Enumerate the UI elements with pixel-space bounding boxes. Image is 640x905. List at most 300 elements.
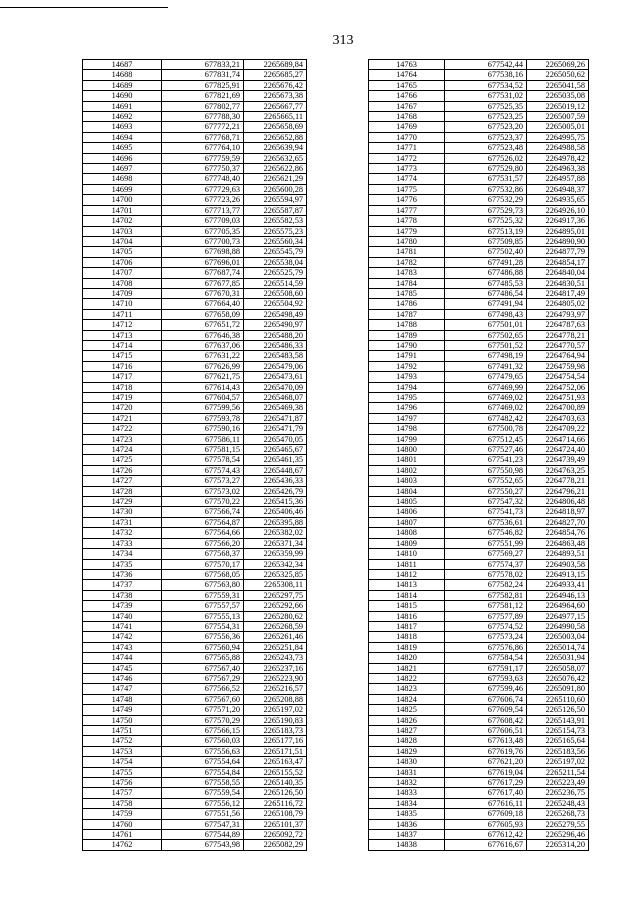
x-coordinate-cell: 677698,88 xyxy=(162,247,244,257)
y-coordinate-cell: 2265108,79 xyxy=(244,809,307,819)
point-number-cell: 14764 xyxy=(369,70,445,80)
y-coordinate-cell: 2265251,84 xyxy=(244,642,307,652)
y-coordinate-cell: 2264963,38 xyxy=(527,164,589,174)
point-number-cell: 14730 xyxy=(83,507,162,517)
table-row xyxy=(369,840,589,850)
x-coordinate-cell: 677525,32 xyxy=(445,216,527,226)
x-coordinate-cell: 677570,17 xyxy=(162,559,244,569)
y-coordinate-cell: 2265165,64 xyxy=(527,736,589,746)
x-coordinate-cell: 677617,29 xyxy=(445,778,527,788)
table-row xyxy=(369,216,589,226)
point-number-cell: 14816 xyxy=(369,611,445,621)
x-coordinate-cell: 677531,57 xyxy=(445,174,527,184)
point-number-cell: 14771 xyxy=(369,143,445,153)
table-row xyxy=(369,767,589,777)
y-coordinate-cell: 2264818,97 xyxy=(527,507,589,517)
y-coordinate-cell: 2264778,21 xyxy=(527,330,589,340)
table-row xyxy=(83,538,307,548)
x-coordinate-cell: 677498,43 xyxy=(445,309,527,319)
x-coordinate-cell: 677573,24 xyxy=(445,632,527,642)
point-number-cell: 14757 xyxy=(83,788,162,798)
table-row xyxy=(369,434,589,444)
point-number-cell: 14819 xyxy=(369,642,445,652)
table-row xyxy=(83,663,307,673)
table-row xyxy=(369,673,589,683)
x-coordinate-cell: 677599,46 xyxy=(445,684,527,694)
y-coordinate-cell: 2265236,75 xyxy=(527,788,589,798)
y-coordinate-cell: 2265163,47 xyxy=(244,757,307,767)
table-row xyxy=(83,403,307,413)
x-coordinate-cell: 677551,56 xyxy=(162,809,244,819)
point-number-cell: 14759 xyxy=(83,809,162,819)
point-number-cell: 14768 xyxy=(369,112,445,122)
point-number-cell: 14738 xyxy=(83,590,162,600)
table-row xyxy=(83,569,307,579)
table-row xyxy=(369,538,589,548)
y-coordinate-cell: 2264778,21 xyxy=(527,476,589,486)
x-coordinate-cell: 677534,52 xyxy=(445,80,527,90)
x-coordinate-cell: 677582,81 xyxy=(445,590,527,600)
table-row xyxy=(83,830,307,840)
table-row xyxy=(369,465,589,475)
table-row xyxy=(369,226,589,236)
x-coordinate-cell: 677586,11 xyxy=(162,434,244,444)
table-row xyxy=(369,611,589,621)
table-row xyxy=(83,372,307,382)
y-coordinate-cell: 2264700,89 xyxy=(527,403,589,413)
y-coordinate-cell: 2265587,87 xyxy=(244,205,307,215)
x-coordinate-cell: 677577,89 xyxy=(445,611,527,621)
y-coordinate-cell: 2265243,73 xyxy=(244,653,307,663)
point-number-cell: 14737 xyxy=(83,580,162,590)
y-coordinate-cell: 2264917,36 xyxy=(527,216,589,226)
table-row xyxy=(83,549,307,559)
x-coordinate-cell: 677578,54 xyxy=(162,455,244,465)
table-row xyxy=(83,299,307,309)
table-row xyxy=(83,424,307,434)
point-number-cell: 14803 xyxy=(369,476,445,486)
y-coordinate-cell: 2265014,74 xyxy=(527,642,589,652)
table-row xyxy=(369,632,589,642)
table-row xyxy=(369,278,589,288)
y-coordinate-cell: 2265600,28 xyxy=(244,184,307,194)
table-row xyxy=(369,247,589,257)
x-coordinate-cell: 677558,55 xyxy=(162,778,244,788)
x-coordinate-cell: 677566,15 xyxy=(162,726,244,736)
x-coordinate-cell: 677609,18 xyxy=(445,809,527,819)
x-coordinate-cell: 677556,36 xyxy=(162,632,244,642)
x-coordinate-cell: 677555,13 xyxy=(162,611,244,621)
table-row xyxy=(83,382,307,392)
point-number-cell: 14696 xyxy=(83,153,162,163)
point-number-cell: 14825 xyxy=(369,705,445,715)
table-row xyxy=(83,694,307,704)
table-row xyxy=(369,268,589,278)
point-number-cell: 14713 xyxy=(83,330,162,340)
x-coordinate-cell: 677556,63 xyxy=(162,746,244,756)
x-coordinate-cell: 677550,27 xyxy=(445,486,527,496)
x-coordinate-cell: 677631,22 xyxy=(162,351,244,361)
x-coordinate-cell: 677574,43 xyxy=(162,465,244,475)
table-row xyxy=(369,559,589,569)
x-coordinate-cell: 677538,16 xyxy=(445,70,527,80)
table-row xyxy=(83,736,307,746)
point-number-cell: 14831 xyxy=(369,767,445,777)
y-coordinate-cell: 2264903,58 xyxy=(527,559,589,569)
x-coordinate-cell: 677542,44 xyxy=(445,60,527,70)
y-coordinate-cell: 2265082,29 xyxy=(244,840,307,850)
point-number-cell: 14725 xyxy=(83,455,162,465)
y-coordinate-cell: 2265470,05 xyxy=(244,434,307,444)
table-row xyxy=(83,184,307,194)
x-coordinate-cell: 677617,40 xyxy=(445,788,527,798)
x-coordinate-cell: 677568,05 xyxy=(162,569,244,579)
x-coordinate-cell: 677593,63 xyxy=(445,673,527,683)
x-coordinate-cell: 677576,86 xyxy=(445,642,527,652)
table-row xyxy=(83,112,307,122)
x-coordinate-cell: 677486,88 xyxy=(445,268,527,278)
page-number: 313 xyxy=(332,33,354,48)
table-row xyxy=(83,236,307,246)
y-coordinate-cell: 2264763,25 xyxy=(527,465,589,475)
x-coordinate-cell: 677614,43 xyxy=(162,382,244,392)
x-coordinate-cell: 677621,75 xyxy=(162,372,244,382)
x-coordinate-cell: 677541,23 xyxy=(445,455,527,465)
table-row xyxy=(369,476,589,486)
table-row xyxy=(369,798,589,808)
x-coordinate-cell: 677482,42 xyxy=(445,413,527,423)
x-coordinate-cell: 677557,57 xyxy=(162,601,244,611)
table-row xyxy=(369,726,589,736)
x-coordinate-cell: 677750,37 xyxy=(162,164,244,174)
y-coordinate-cell: 2265448,67 xyxy=(244,465,307,475)
y-coordinate-cell: 2265504,92 xyxy=(244,299,307,309)
y-coordinate-cell: 2265297,75 xyxy=(244,590,307,600)
y-coordinate-cell: 2264754,54 xyxy=(527,372,589,382)
table-row xyxy=(83,632,307,642)
y-coordinate-cell: 2264895,01 xyxy=(527,226,589,236)
table-row xyxy=(369,507,589,517)
table-row xyxy=(83,60,307,70)
x-coordinate-cell: 677560,94 xyxy=(162,642,244,652)
y-coordinate-cell: 2265508,60 xyxy=(244,288,307,298)
x-coordinate-cell: 677606,74 xyxy=(445,694,527,704)
table-row xyxy=(83,216,307,226)
table-row xyxy=(83,247,307,257)
x-coordinate-cell: 677531,02 xyxy=(445,91,527,101)
point-number-cell: 14694 xyxy=(83,132,162,142)
y-coordinate-cell: 2265473,61 xyxy=(244,372,307,382)
y-coordinate-cell: 2265091,80 xyxy=(527,684,589,694)
table-row xyxy=(369,705,589,715)
point-number-cell: 14743 xyxy=(83,642,162,652)
x-coordinate-cell: 677772,21 xyxy=(162,122,244,132)
y-coordinate-cell: 2264827,70 xyxy=(527,517,589,527)
table-row xyxy=(83,840,307,850)
table-row xyxy=(369,122,589,132)
y-coordinate-cell: 2265003,04 xyxy=(527,632,589,642)
coordinates-table-left xyxy=(82,59,307,851)
table-row xyxy=(369,153,589,163)
point-number-cell: 14824 xyxy=(369,694,445,704)
x-coordinate-cell: 677821,69 xyxy=(162,91,244,101)
table-row xyxy=(369,403,589,413)
y-coordinate-cell: 2264709,22 xyxy=(527,424,589,434)
point-number-cell: 14706 xyxy=(83,257,162,267)
point-number-cell: 14717 xyxy=(83,372,162,382)
point-number-cell: 14755 xyxy=(83,767,162,777)
y-coordinate-cell: 2265479,06 xyxy=(244,361,307,371)
y-coordinate-cell: 2265382,02 xyxy=(244,528,307,538)
x-coordinate-cell: 677593,78 xyxy=(162,413,244,423)
y-coordinate-cell: 2265092,72 xyxy=(244,830,307,840)
table-row xyxy=(369,642,589,652)
y-coordinate-cell: 2264948,37 xyxy=(527,184,589,194)
point-number-cell: 14701 xyxy=(83,205,162,215)
x-coordinate-cell: 677567,29 xyxy=(162,673,244,683)
point-number-cell: 14745 xyxy=(83,663,162,673)
point-number-cell: 14722 xyxy=(83,424,162,434)
point-number-cell: 14810 xyxy=(369,549,445,559)
y-coordinate-cell: 2264995,75 xyxy=(527,132,589,142)
point-number-cell: 14807 xyxy=(369,517,445,527)
table-row xyxy=(369,236,589,246)
point-number-cell: 14763 xyxy=(369,60,445,70)
x-coordinate-cell: 677565,88 xyxy=(162,653,244,663)
y-coordinate-cell: 2265470,09 xyxy=(244,382,307,392)
point-number-cell: 14802 xyxy=(369,465,445,475)
x-coordinate-cell: 677687,74 xyxy=(162,268,244,278)
point-number-cell: 14827 xyxy=(369,726,445,736)
table-row xyxy=(83,413,307,423)
table-row xyxy=(369,184,589,194)
x-coordinate-cell: 677705,35 xyxy=(162,226,244,236)
x-coordinate-cell: 677748,40 xyxy=(162,174,244,184)
y-coordinate-cell: 2265223,90 xyxy=(244,673,307,683)
table-row xyxy=(83,559,307,569)
y-coordinate-cell: 2265461,35 xyxy=(244,455,307,465)
x-coordinate-cell: 677802,77 xyxy=(162,101,244,111)
x-coordinate-cell: 677574,52 xyxy=(445,621,527,631)
table-row xyxy=(83,132,307,142)
y-coordinate-cell: 2264793,97 xyxy=(527,309,589,319)
x-coordinate-cell: 677568,37 xyxy=(162,549,244,559)
table-row xyxy=(83,486,307,496)
y-coordinate-cell: 2265371,34 xyxy=(244,538,307,548)
table-row xyxy=(369,736,589,746)
y-coordinate-cell: 2264957,88 xyxy=(527,174,589,184)
table-row xyxy=(83,268,307,278)
point-number-cell: 14742 xyxy=(83,632,162,642)
table-row xyxy=(369,60,589,70)
table-row xyxy=(369,164,589,174)
y-coordinate-cell: 2265041,58 xyxy=(527,80,589,90)
x-coordinate-cell: 677569,27 xyxy=(445,549,527,559)
x-coordinate-cell: 677502,65 xyxy=(445,330,527,340)
y-coordinate-cell: 2265292,66 xyxy=(244,601,307,611)
table-row xyxy=(83,715,307,725)
table-row xyxy=(369,819,589,829)
table-row xyxy=(369,80,589,90)
table-row xyxy=(369,590,589,600)
point-number-cell: 14826 xyxy=(369,715,445,725)
table-row xyxy=(83,590,307,600)
point-number-cell: 14690 xyxy=(83,91,162,101)
x-coordinate-cell: 677833,21 xyxy=(162,60,244,70)
x-coordinate-cell: 677612,42 xyxy=(445,830,527,840)
y-coordinate-cell: 2265216,57 xyxy=(244,684,307,694)
y-coordinate-cell: 2265126,50 xyxy=(527,705,589,715)
x-coordinate-cell: 677547,32 xyxy=(445,497,527,507)
point-number-cell: 14817 xyxy=(369,621,445,631)
table-row xyxy=(83,153,307,163)
point-number-cell: 14805 xyxy=(369,497,445,507)
x-coordinate-cell: 677788,30 xyxy=(162,112,244,122)
x-coordinate-cell: 677529,80 xyxy=(445,164,527,174)
y-coordinate-cell: 2265471,87 xyxy=(244,413,307,423)
x-coordinate-cell: 677619,04 xyxy=(445,767,527,777)
y-coordinate-cell: 2265208,88 xyxy=(244,694,307,704)
point-number-cell: 14756 xyxy=(83,778,162,788)
point-number-cell: 14693 xyxy=(83,122,162,132)
table-row xyxy=(83,91,307,101)
x-coordinate-cell: 677469,02 xyxy=(445,393,527,403)
table-row xyxy=(83,70,307,80)
point-number-cell: 14792 xyxy=(369,361,445,371)
y-coordinate-cell: 2265237,16 xyxy=(244,663,307,673)
x-coordinate-cell: 677501,01 xyxy=(445,320,527,330)
y-coordinate-cell: 2265525,79 xyxy=(244,268,307,278)
table-row xyxy=(369,694,589,704)
point-number-cell: 14789 xyxy=(369,330,445,340)
y-coordinate-cell: 2264990,58 xyxy=(527,621,589,631)
y-coordinate-cell: 2265665,11 xyxy=(244,112,307,122)
point-number-cell: 14761 xyxy=(83,830,162,840)
table-row xyxy=(83,726,307,736)
table-row xyxy=(369,382,589,392)
y-coordinate-cell: 2265359,99 xyxy=(244,549,307,559)
table-row xyxy=(83,611,307,621)
point-number-cell: 14741 xyxy=(83,621,162,631)
y-coordinate-cell: 2264933,41 xyxy=(527,580,589,590)
table-row xyxy=(369,372,589,382)
table-row xyxy=(83,205,307,215)
table-row xyxy=(83,809,307,819)
table-row xyxy=(83,517,307,527)
y-coordinate-cell: 2265031,94 xyxy=(527,653,589,663)
y-coordinate-cell: 2265035,08 xyxy=(527,91,589,101)
x-coordinate-cell: 677729,63 xyxy=(162,184,244,194)
point-number-cell: 14772 xyxy=(369,153,445,163)
point-number-cell: 14794 xyxy=(369,382,445,392)
table-row xyxy=(83,684,307,694)
point-number-cell: 14832 xyxy=(369,778,445,788)
x-coordinate-cell: 677570,29 xyxy=(162,715,244,725)
x-coordinate-cell: 677764,10 xyxy=(162,143,244,153)
point-number-cell: 14838 xyxy=(369,840,445,850)
table-row xyxy=(369,757,589,767)
x-coordinate-cell: 677626,99 xyxy=(162,361,244,371)
table-row xyxy=(83,798,307,808)
point-number-cell: 14753 xyxy=(83,746,162,756)
point-number-cell: 14804 xyxy=(369,486,445,496)
y-coordinate-cell: 2264805,02 xyxy=(527,299,589,309)
point-number-cell: 14754 xyxy=(83,757,162,767)
table-row xyxy=(369,528,589,538)
x-coordinate-cell: 677523,20 xyxy=(445,122,527,132)
y-coordinate-cell: 2265471,79 xyxy=(244,424,307,434)
x-coordinate-cell: 677536,61 xyxy=(445,517,527,527)
point-number-cell: 14724 xyxy=(83,445,162,455)
point-number-cell: 14710 xyxy=(83,299,162,309)
table-row xyxy=(83,278,307,288)
point-number-cell: 14776 xyxy=(369,195,445,205)
point-number-cell: 14773 xyxy=(369,164,445,174)
point-number-cell: 14818 xyxy=(369,632,445,642)
x-coordinate-cell: 677564,66 xyxy=(162,528,244,538)
x-coordinate-cell: 677567,60 xyxy=(162,694,244,704)
point-number-cell: 14781 xyxy=(369,247,445,257)
y-coordinate-cell: 2265101,37 xyxy=(244,819,307,829)
x-coordinate-cell: 677574,37 xyxy=(445,559,527,569)
x-coordinate-cell: 677651,72 xyxy=(162,320,244,330)
x-coordinate-cell: 677605,93 xyxy=(445,819,527,829)
x-coordinate-cell: 677469,02 xyxy=(445,403,527,413)
x-coordinate-cell: 677573,27 xyxy=(162,476,244,486)
point-number-cell: 14746 xyxy=(83,673,162,683)
x-coordinate-cell: 677532,86 xyxy=(445,184,527,194)
table-row xyxy=(369,413,589,423)
y-coordinate-cell: 2265155,52 xyxy=(244,767,307,777)
x-coordinate-cell: 677564,87 xyxy=(162,517,244,527)
x-coordinate-cell: 677526,02 xyxy=(445,153,527,163)
x-coordinate-cell: 677621,20 xyxy=(445,757,527,767)
table-row xyxy=(83,445,307,455)
x-coordinate-cell: 677532,29 xyxy=(445,195,527,205)
x-coordinate-cell: 677523,48 xyxy=(445,143,527,153)
y-coordinate-cell: 2265069,26 xyxy=(527,60,589,70)
x-coordinate-cell: 677513,19 xyxy=(445,226,527,236)
table-row xyxy=(83,101,307,111)
y-coordinate-cell: 2265140,35 xyxy=(244,778,307,788)
x-coordinate-cell: 677527,46 xyxy=(445,445,527,455)
table-row xyxy=(369,205,589,215)
point-number-cell: 14731 xyxy=(83,517,162,527)
x-coordinate-cell: 677581,12 xyxy=(445,601,527,611)
x-coordinate-cell: 677469,99 xyxy=(445,382,527,392)
table-row xyxy=(369,174,589,184)
x-coordinate-cell: 677723,26 xyxy=(162,195,244,205)
table-row xyxy=(369,257,589,267)
x-coordinate-cell: 677543,98 xyxy=(162,840,244,850)
y-coordinate-cell: 2265007,59 xyxy=(527,112,589,122)
x-coordinate-cell: 677566,20 xyxy=(162,538,244,548)
point-number-cell: 14791 xyxy=(369,351,445,361)
point-number-cell: 14748 xyxy=(83,694,162,704)
table-row xyxy=(83,122,307,132)
table-row xyxy=(369,299,589,309)
table-row xyxy=(83,455,307,465)
x-coordinate-cell: 677523,37 xyxy=(445,132,527,142)
point-number-cell: 14695 xyxy=(83,143,162,153)
y-coordinate-cell: 2265685,27 xyxy=(244,70,307,80)
y-coordinate-cell: 2265177,16 xyxy=(244,736,307,746)
point-number-cell: 14765 xyxy=(369,80,445,90)
table-row xyxy=(83,351,307,361)
point-number-cell: 14814 xyxy=(369,590,445,600)
y-coordinate-cell: 2265538,04 xyxy=(244,257,307,267)
point-number-cell: 14740 xyxy=(83,611,162,621)
